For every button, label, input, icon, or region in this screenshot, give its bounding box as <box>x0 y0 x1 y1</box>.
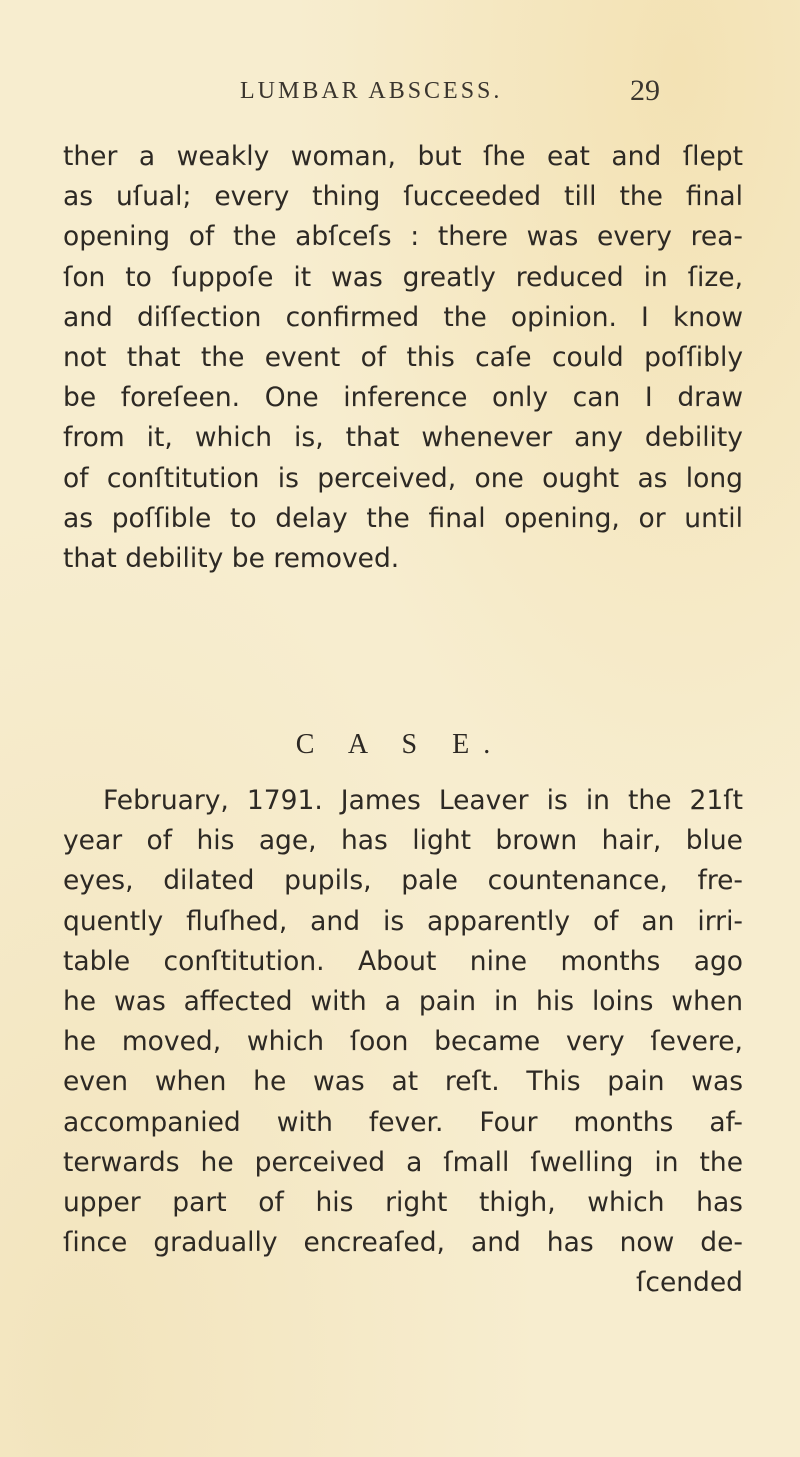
text-line: opening of the abſceſs : there was every rea- <box>63 221 743 253</box>
text-line: terwards he perceived a ſmall ſwelling in the <box>63 1146 743 1178</box>
text-line: from it, which is, that whenever any debility <box>63 422 743 454</box>
running-head <box>0 72 800 112</box>
text-line: and diſſection confirmed the opinion. I know <box>63 301 743 333</box>
text-line: ther a weakly woman, but ſhe eat and ſlept <box>63 141 743 172</box>
text-line: quently fluſhed, and is apparently of an irri- <box>63 905 743 937</box>
text-line: February, 1791. James Leaver is in the 21ſt <box>103 785 743 816</box>
section-heading: C A S E. <box>295 729 505 760</box>
page-number: 29 <box>630 74 660 107</box>
text-line: accompanied with fever. Four months af- <box>63 1106 743 1138</box>
catchword: ſcended <box>636 1267 743 1299</box>
text-line: eyes, dilated pupils, pale countenance, fre- <box>63 865 743 897</box>
text-line: of conſtitution is perceived, one ought as long <box>63 462 743 494</box>
running-title: LUMBAR ABSCESS. <box>240 78 503 104</box>
text-line: ſon to ſuppoſe it was greatly reduced in ſize, <box>63 261 743 293</box>
text-line: be foreſeen. One inference only can I draw <box>63 382 743 414</box>
text-line: ſince gradually encreaſed, and has now de- <box>63 1227 743 1259</box>
paragraph-continued <box>63 137 743 579</box>
text-line: upper part of his right thigh, which has <box>63 1186 743 1218</box>
text-line: he was affected with a pain in his loins when <box>63 985 743 1017</box>
case-paragraph <box>63 781 743 1303</box>
text-line: he moved, which ſoon became very ſevere, <box>63 1026 743 1058</box>
text-line: as uſual; every thing ſucceeded till the final <box>63 181 743 213</box>
text-line: that debility be removed. <box>63 542 400 574</box>
text-line: year of his age, has light brown hair, blue <box>63 825 743 857</box>
text-line: even when he was at reſt. This pain was <box>63 1066 743 1098</box>
text-line: table conſtitution. About nine months ago <box>63 945 743 977</box>
text-line: as poſſible to delay the final opening, or until <box>63 502 743 534</box>
text-line: not that the event of this caſe could poſſibly <box>63 341 743 373</box>
